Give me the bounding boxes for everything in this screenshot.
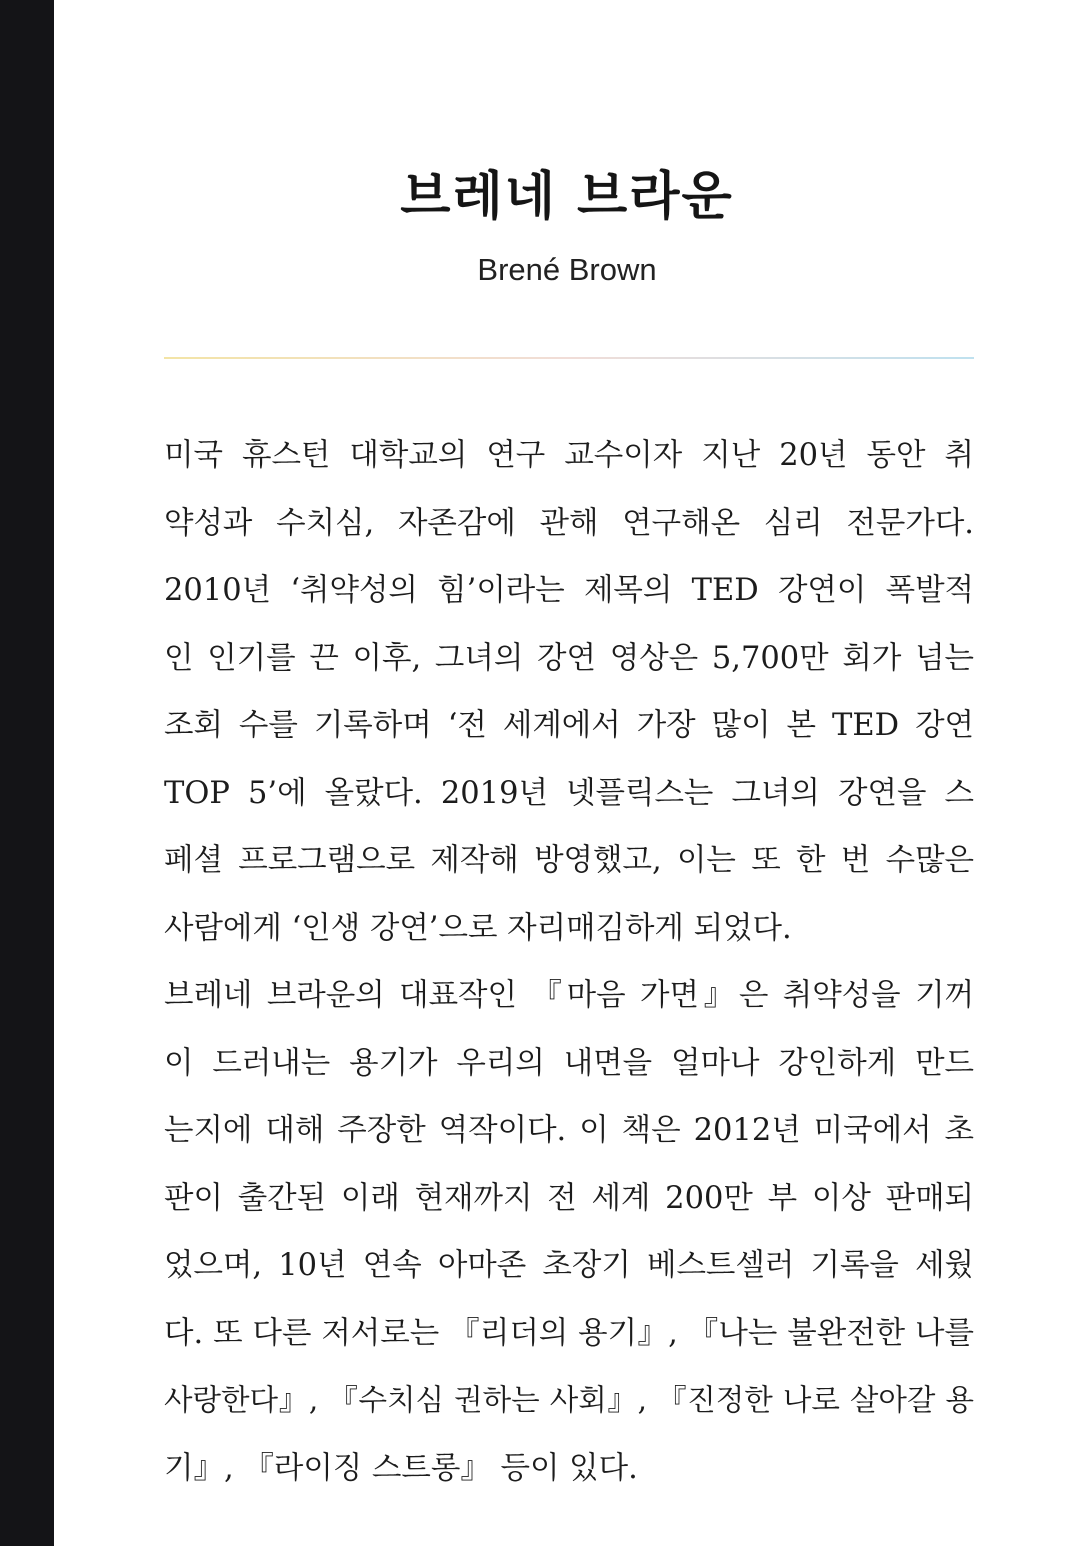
- bio-line: 페셜 프로그램으로 제작해 방영했고, 이는 또 한 번 수많은: [164, 843, 974, 878]
- bio-line: 사랑한다』, 『수치심 권하는 사회』, 『진정한 나로 살아갈 용: [164, 1383, 974, 1417]
- bio-line: 사람에게 ‘인생 강연’으로 자리매김하게 되었다.: [164, 910, 792, 946]
- bio-line: 조회 수를 기록하며 ‘전 세계에서 가장 많이 본 TED 강연: [164, 708, 974, 743]
- bio-line: 었으며, 10년 연속 아마존 초장기 베스트셀러 기록을 세웠: [164, 1248, 974, 1283]
- author-biography: [164, 422, 974, 1502]
- book-page: [54, 0, 1080, 1546]
- bio-line: 브레네 브라운의 대표작인 『마음 가면』은 취약성을 기꺼: [164, 978, 974, 1013]
- bio-line: 인 인기를 끈 이후, 그녀의 강연 영상은 5,700만 회가 넘는: [164, 640, 974, 676]
- bio-line: 이 드러내는 용기가 우리의 내면을 얼마나 강인하게 만드: [164, 1045, 974, 1081]
- bio-line: 다. 또 다른 저서로는 『리더의 용기』, 『나는 불완전한 나를: [164, 1315, 974, 1351]
- author-name-korean: 브레네 브라운: [400, 167, 734, 227]
- author-name-english: Brené Brown: [477, 252, 657, 287]
- bio-line: 미국 휴스턴 대학교의 연구 교수이자 지난 20년 동안 취: [164, 438, 974, 473]
- bio-line: 약성과 수치심, 자존감에 관해 연구해온 심리 전문가다.: [164, 505, 974, 541]
- gradient-divider: [164, 357, 974, 359]
- bio-line: 판이 출간된 이래 현재까지 전 세계 200만 부 이상 판매되: [164, 1180, 974, 1216]
- bio-line: 기』, 『라이징 스트롱』 등이 있다.: [164, 1450, 638, 1486]
- bio-line: TOP 5’에 올랐다. 2019년 넷플릭스는 그녀의 강연을 스: [164, 775, 974, 811]
- bio-line: 는지에 대해 주장한 역작이다. 이 책은 2012년 미국에서 초: [164, 1113, 974, 1148]
- book-spine-edge: [0, 0, 54, 1546]
- bio-line: 2010년 ‘취약성의 힘’이라는 제목의 TED 강연이 폭발적: [164, 573, 974, 608]
